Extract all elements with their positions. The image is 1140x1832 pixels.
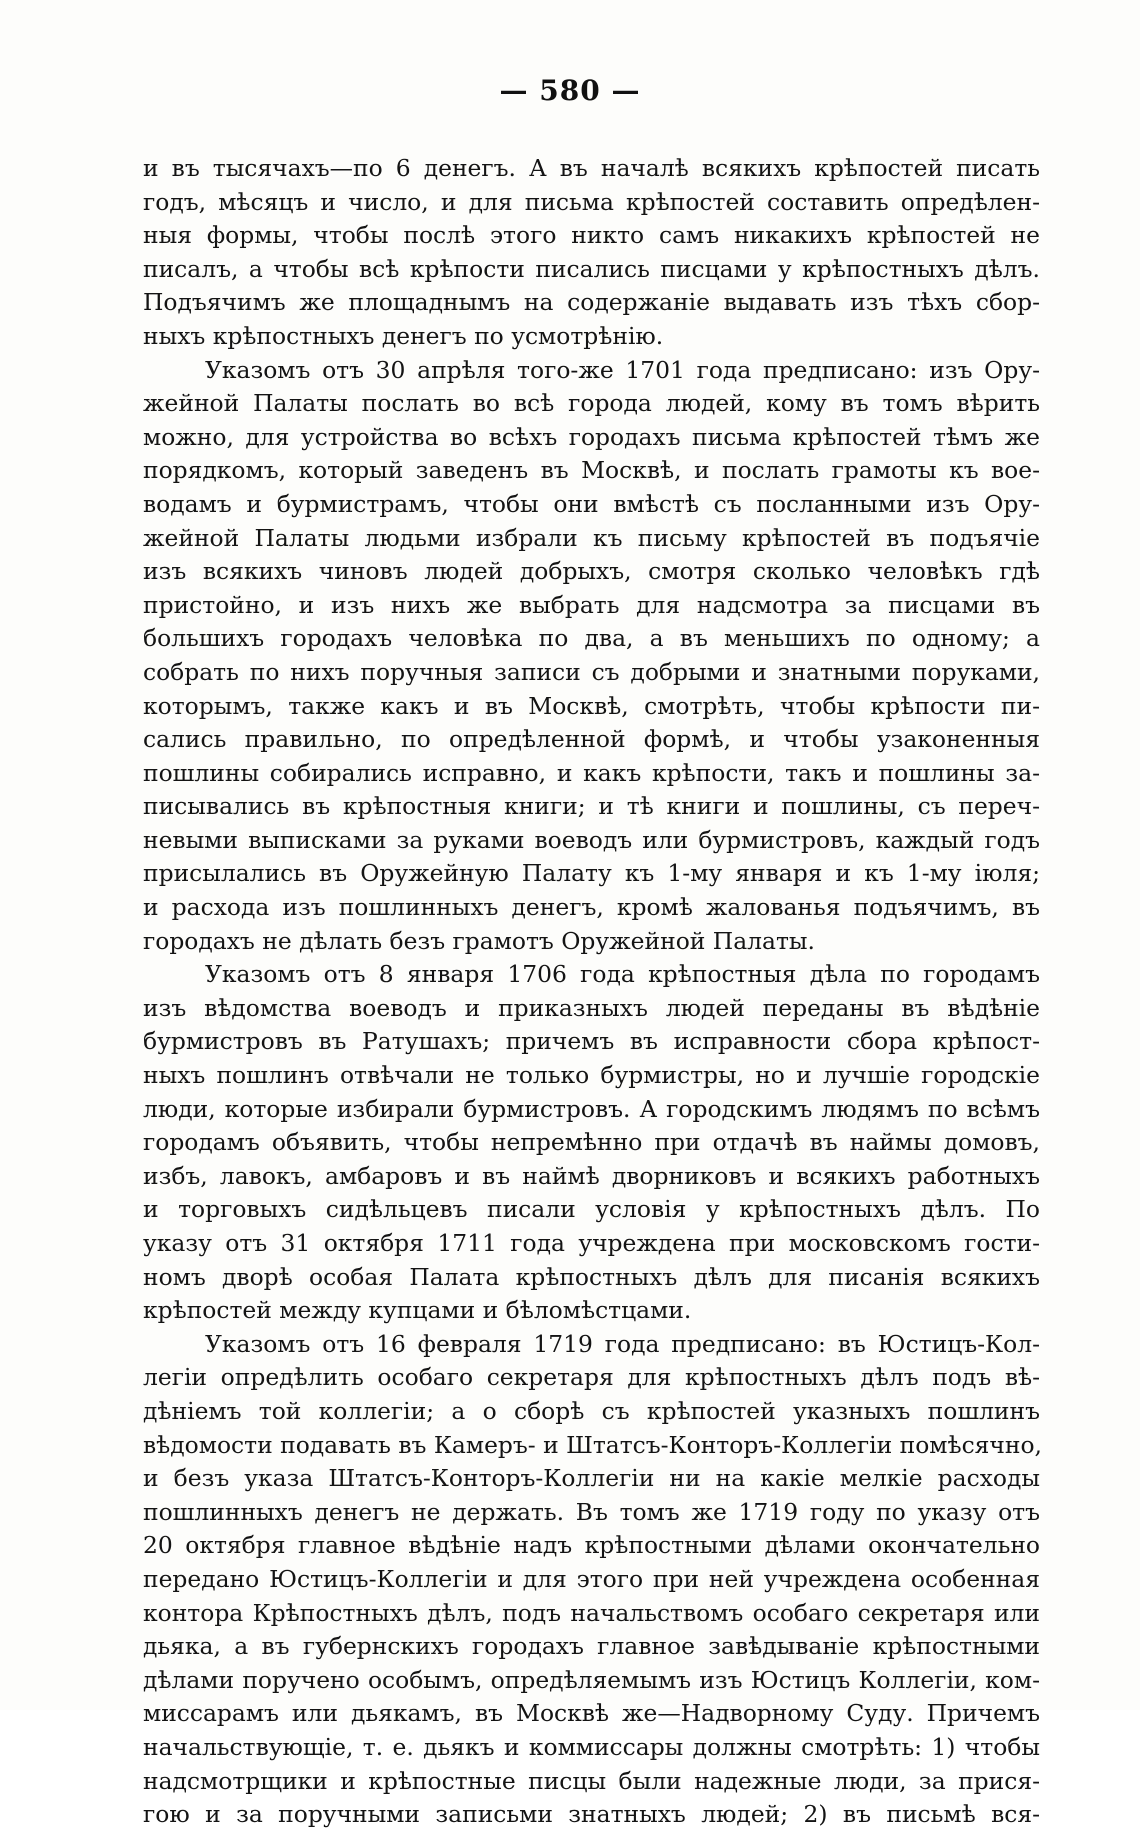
text-line: городахъ не дѣлать безъ грамотъ Оружейной Палаты. — [143, 926, 815, 955]
text-line: избъ, лавокъ, амбаровъ и въ наймѣ дворниковъ и всякихъ работныхъ — [143, 1161, 1040, 1190]
text-line: 20 октября главное вѣдѣніе надъ крѣпостными дѣлами окончательно — [143, 1531, 1040, 1560]
text-line: порядкомъ, который заведенъ въ Москвѣ, и послать грамоты къ вое- — [143, 456, 1040, 485]
text-line: контора Крѣпостныхъ дѣлъ, подъ начальствомъ особаго секретаря или — [143, 1598, 1040, 1627]
text-line: ныхъ крѣпостныхъ денегъ по усмотрѣнію. — [143, 321, 664, 350]
text-line: жейной Палаты послать во всѣ города людей, кому въ томъ вѣрить — [143, 389, 1040, 418]
text-line: ныхъ пошлинъ отвѣчали не только бурмистры, но и лучшіе городскіе — [143, 1061, 1040, 1090]
text-line: ныя формы, чтобы послѣ этого никто самъ никакихъ крѣпостей не — [143, 221, 1040, 250]
text-line: изъ всякихъ чиновъ людей добрыхъ, смотря сколько человѣкъ гдѣ — [143, 557, 1040, 586]
text-line: невыми выписками за руками воеводъ или бурмистровъ, каждый годъ — [143, 825, 1040, 854]
page-number: — 580 — — [499, 74, 641, 107]
text-line: легіи опредѣлить особаго секретаря для крѣпостныхъ дѣлъ подъ вѣ- — [143, 1363, 1040, 1392]
paragraph-start-line: Указомъ отъ 30 апрѣля того-же 1701 года предписано: изъ Ору- — [205, 355, 1040, 384]
paragraph-start-line: Указомъ отъ 8 января 1706 года крѣпостныя дѣла по городамъ — [205, 960, 1040, 989]
text-line: сались правильно, по опредѣленной формѣ, и чтобы узаконенныя — [143, 725, 1040, 754]
text-line: гою и за поручными записьми знатныхъ людей; 2) въ письмѣ вся- — [143, 1800, 1040, 1829]
text-line: дѣніемъ той коллегіи; а о сборѣ съ крѣпостей указныхъ пошлинъ — [143, 1396, 1040, 1425]
text-line: водамъ и бурмистрамъ, чтобы они вмѣстѣ съ посланными изъ Ору- — [143, 489, 1040, 518]
text-line: миссарамъ или дьякамъ, въ Москвѣ же—Надворному Суду. Причемъ — [143, 1699, 1040, 1728]
text-line: жейной Палаты людьми избрали къ письму крѣпостей въ подъячіе — [143, 523, 1040, 552]
text-line: и расхода изъ пошлинныхъ денегъ, кромѣ жалованья подъячимъ, въ — [143, 893, 1040, 922]
text-line: пошлинныхъ денегъ не держать. Въ томъ же 1719 году по указу отъ — [143, 1497, 1040, 1526]
text-line: номъ дворѣ особая Палата крѣпостныхъ дѣлъ для писанія всякихъ — [143, 1262, 1040, 1291]
text-line: бурмистровъ въ Ратушахъ; причемъ въ исправности сбора крѣпост- — [143, 1027, 1040, 1056]
text-line: люди, которые избирали бурмистровъ. А городскимъ людямъ по всѣмъ — [143, 1094, 1040, 1123]
text-line: крѣпостей между купцами и бѣломѣстцами. — [143, 1296, 692, 1325]
text-line: годъ, мѣсяцъ и число, и для письма крѣпостей составить опредѣлен- — [143, 187, 1040, 216]
text-line: пошлины собирались исправно, и какъ крѣпости, такъ и пошлины за- — [143, 758, 1040, 787]
text-line: и торговыхъ сидѣльцевъ писали условія у крѣпостныхъ дѣлъ. По — [143, 1195, 1040, 1224]
paragraph-start-line: Указомъ отъ 16 февраля 1719 года предписано: въ Юстицъ-Кол- — [205, 1329, 1040, 1358]
text-line: указу отъ 31 октября 1711 года учреждена при московскомъ гости- — [143, 1229, 1040, 1257]
body-text — [143, 152, 1040, 1832]
text-line: собрать по нихъ поручныя записи съ добрыми и знатными поруками, — [143, 657, 1040, 686]
text-line: и въ тысячахъ—по 6 денегъ. А въ началѣ всякихъ крѣпостей писать — [143, 154, 1040, 182]
text-line: надсмотрщики и крѣпостные писцы были надежные люди, за прися- — [143, 1766, 1040, 1795]
text-line: присылались въ Оружейную Палату къ 1-му января и къ 1-му іюля; — [143, 859, 1040, 888]
text-line: можно, для устройства во всѣхъ городахъ письма крѣпостей тѣмъ же — [143, 422, 1040, 451]
text-line: большихъ городахъ человѣка по два, а въ меньшихъ по одному; а — [143, 624, 1040, 653]
text-line: пристойно, и изъ нихъ же выбрать для надсмотра за писцами въ — [143, 590, 1040, 619]
text-line: и безъ указа Штатсъ-Конторъ-Коллегіи ни на какіе мелкіе расходы — [143, 1464, 1040, 1493]
text-line: дьяка, а въ губернскихъ городахъ главное завѣдываніе крѣпостными — [143, 1632, 1040, 1661]
text-line: изъ вѣдомства воеводъ и приказныхъ людей переданы въ вѣдѣніе — [143, 993, 1040, 1022]
text-line: Подъячимъ же площаднымъ на содержаніе выдавать изъ тѣхъ сбор- — [143, 288, 1040, 317]
text-line: писывались въ крѣпостныя книги; и тѣ книги и пошлины, съ переч- — [143, 792, 1040, 821]
text-line: передано Юстицъ-Коллегіи и для этого при ней учреждена особенная — [143, 1564, 1040, 1593]
text-line: вѣдомости подавать въ Камеръ- и Штатсъ-Конторъ-Коллегіи помѣсячно, — [143, 1430, 1042, 1459]
text-line: которымъ, также какъ и въ Москвѣ, смотрѣть, чтобы крѣпости пи- — [143, 691, 1040, 720]
text-line: дѣлами поручено особымъ, опредѣляемымъ изъ Юстицъ Коллегіи, ком- — [143, 1665, 1040, 1694]
text-line: городамъ объявить, чтобы непремѣнно при отдачѣ въ наймы домовъ, — [143, 1128, 1040, 1157]
text-line: писалъ, а чтобы всѣ крѣпости писались писцами у крѣпостныхъ дѣлъ. — [143, 254, 1040, 283]
text-line: начальствующіе, т. е. дьякъ и коммиссары должны смотрѣть: 1) чтобы — [143, 1732, 1040, 1761]
